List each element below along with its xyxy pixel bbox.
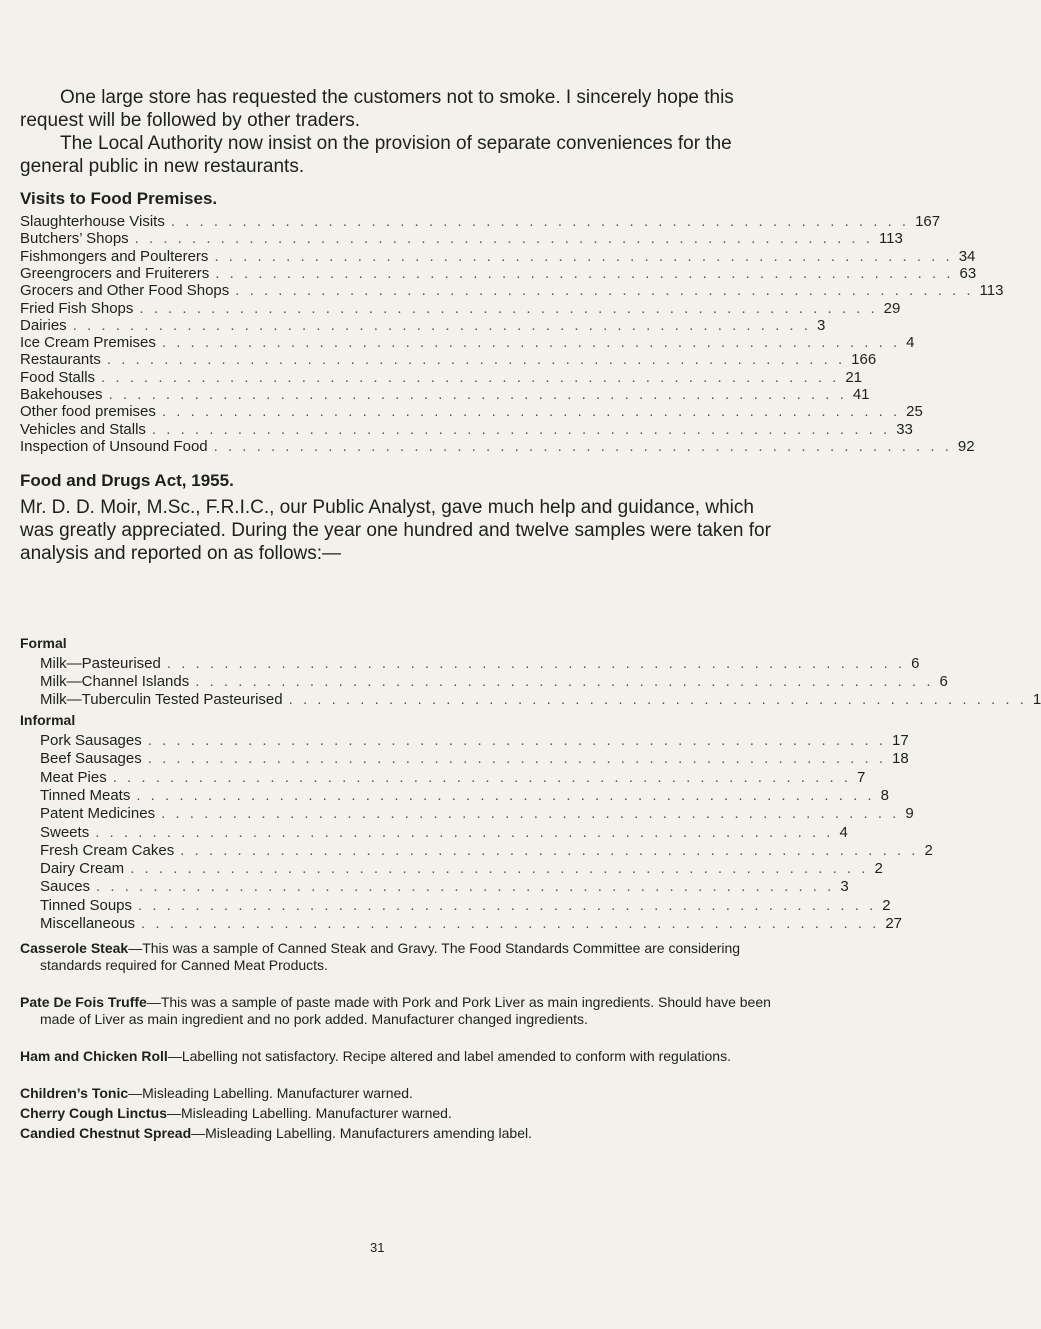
note-body [20, 1048, 782, 1065]
note-body [20, 994, 782, 1028]
row-value: 2 [874, 860, 883, 878]
leader-dots: . . . . . . . . . . . . . . . . . . . . . . . . . . . . . . . . . . . . . . . . . . . . . . . . . . . . [213, 437, 952, 455]
leader-dots: . . . . . . . . . . . . . . . . . . . . . . . . . . . . . . . . . . . . . . . . . . . . . . . . . . . . [141, 915, 880, 932]
table-row [20, 403, 923, 421]
table-row [40, 750, 909, 768]
leader-dots: . . . . . . . . . . . . . . . . . . . . . . . . . . . . . . . . . . . . . . . . . . . . . . . . . . . . [130, 860, 869, 878]
row-label: Dairy Cream [40, 860, 125, 878]
note-title: Children’s Tonic [20, 1085, 129, 1101]
act-paragraph: Mr. D. D. Moir, M.Sc., F.R.I.C., our Public Analyst, gave much help and guidance, which was greatly appreciated. During the year one hundred and twelve samples were taken for analysis and reported on as follows:— [20, 497, 771, 564]
leader-dots: . . . . . . . . . . . . . . . . . . . . . . . . . . . . . . . . . . . . . . . . . . . . . . . . . . . . [161, 805, 900, 823]
row-label: Food Stalls [20, 368, 96, 386]
table-row [20, 282, 1004, 300]
leader-dots: . . . . . . . . . . . . . . . . . . . . . . . . . . . . . . . . . . . . . . . . . . . . . . . . . . . . [147, 750, 887, 768]
leader-dots: . . . . . . . . . . . . . . . . . . . . . . . . . . . . . . . . . . . . . . . . . . . . . . . . . . . . [161, 334, 901, 352]
table-row [20, 316, 826, 335]
table-row [40, 805, 914, 823]
table-row [20, 247, 976, 266]
note-text: —This was a sample of paste made with Pork and Pork Liver as main ingredients. Should have been made of Liver as main ingredient and no pork added. Manufacturer changed ingredients. [40, 994, 771, 1027]
note-title: Ham and Chicken Roll [20, 1048, 168, 1064]
note-title: Casserole Steak [20, 940, 129, 956]
row-label: Vehicles and Stalls [20, 420, 146, 438]
row-value: 1 [1032, 691, 1041, 708]
note-body [20, 940, 782, 974]
table-row [20, 213, 941, 231]
note-item [20, 940, 782, 974]
table-row [20, 437, 975, 456]
leader-dots: . . . . . . . . . . . . . . . . . . . . . . . . . . . . . . . . . . . . . . . . . . . . . . . . . . . . [112, 768, 851, 786]
row-label: Slaughterhouse Visits [20, 213, 165, 230]
leader-dots: . . . . . . . . . . . . . . . . . . . . . . . . . . . . . . . . . . . . . . . . . . . . . . . . . . . . [108, 386, 847, 403]
table-row [20, 420, 913, 439]
note-item [20, 1105, 782, 1122]
row-label: Dairies [20, 316, 67, 334]
row-value: 2 [882, 896, 891, 914]
row-label: Tinned Soups [40, 896, 133, 914]
leader-dots: . . . . . . . . . . . . . . . . . . . . . . . . . . . . . . . . . . . . . . . . . . . . . . . . . . . . [180, 841, 919, 859]
row-value: 63 [959, 264, 977, 282]
row-value: 41 [852, 386, 870, 403]
row-value: 92 [957, 437, 975, 455]
note-body [20, 1125, 782, 1142]
note-text: —Labelling not satisfactory. Recipe altered and label amended to conform with regulations. [167, 1048, 731, 1064]
table-row [40, 896, 891, 915]
leader-dots: . . . . . . . . . . . . . . . . . . . . . . . . . . . . . . . . . . . . . . . . . . . . . . . . . . . . [106, 351, 846, 369]
note-body [20, 1105, 782, 1122]
table-row [40, 860, 883, 878]
row-value: 167 [915, 213, 941, 230]
page-number: 31 [370, 1240, 385, 1255]
row-label: Fried Fish Shops [20, 299, 134, 317]
leader-dots: . . . . . . . . . . . . . . . . . . . . . . . . . . . . . . . . . . . . . . . . . . . . . . . . . . . . [215, 264, 954, 282]
row-value: 166 [851, 351, 877, 369]
table-row [40, 841, 933, 860]
row-label: Restaurants [20, 351, 101, 369]
row-value: 2 [924, 841, 933, 859]
row-label: Fishmongers and Poulterers [20, 247, 209, 265]
leader-dots: . . . . . . . . . . . . . . . . . . . . . . . . . . . . . . . . . . . . . . . . . . . . . . . . . . . . [235, 282, 974, 300]
leader-dots: . . . . . . . . . . . . . . . . . . . . . . . . . . . . . . . . . . . . . . . . . . . . . . . . . . . . [72, 316, 811, 334]
note-text: —Misleading Labelling. Manufacturer warned. [128, 1085, 413, 1101]
row-value: 113 [979, 282, 1004, 300]
intro-text [20, 86, 790, 178]
row-value: 25 [906, 403, 923, 421]
row-value: 7 [856, 768, 866, 786]
note-text: —This was a sample of Canned Steak and Gravy. The Food Standards Committee are considering standards required for Canned Meat Products. [40, 940, 741, 973]
row-label: Inspection of Unsound Food [20, 437, 208, 455]
row-value: 29 [883, 299, 901, 317]
row-label: Milk—Pasteurised [40, 655, 161, 672]
row-value: 27 [885, 915, 902, 932]
row-value: 18 [892, 750, 909, 768]
table-row [40, 655, 920, 673]
act-heading: Food and Drugs Act, 1955. [20, 471, 234, 490]
leader-dots: . . . . . . . . . . . . . . . . . . . . . . . . . . . . . . . . . . . . . . . . . . . . . . . . . . . . [161, 403, 901, 421]
table-row [20, 299, 901, 318]
row-label: Milk—Tuberculin Tested Pasteurised [40, 691, 283, 708]
table-row [40, 673, 948, 691]
row-label: Sweets [40, 823, 90, 841]
row-label: Beef Sausages [40, 750, 142, 768]
leader-dots: . . . . . . . . . . . . . . . . . . . . . . . . . . . . . . . . . . . . . . . . . . . . . . . . . . . . [136, 786, 875, 804]
row-label: Meat Pies [40, 768, 107, 786]
row-label: Milk—Channel Islands [40, 673, 190, 690]
row-value: 21 [845, 368, 862, 386]
row-label: Tinned Meats [40, 786, 131, 804]
leader-dots: . . . . . . . . . . . . . . . . . . . . . . . . . . . . . . . . . . . . . . . . . . . . . . . . . . . . [147, 732, 886, 749]
note-item [20, 1125, 782, 1142]
leader-dots: . . . . . . . . . . . . . . . . . . . . . . . . . . . . . . . . . . . . . . . . . . . . . . . . . . . . [134, 230, 873, 248]
row-value: 4 [839, 823, 848, 841]
row-value: 3 [816, 316, 826, 334]
note-body [20, 1085, 782, 1102]
leader-dots: . . . . . . . . . . . . . . . . . . . . . . . . . . . . . . . . . . . . . . . . . . . . . . . . . . . . [96, 878, 835, 896]
table-row [40, 768, 866, 787]
informal-heading: Informal [20, 712, 76, 728]
table-row [40, 786, 889, 805]
row-label: Grocers and Other Food Shops [20, 282, 230, 300]
note-title: Cherry Cough Linctus [20, 1105, 168, 1121]
leader-dots: . . . . . . . . . . . . . . . . . . . . . . . . . . . . . . . . . . . . . . . . . . . . . . . . . . . . [138, 896, 877, 914]
table-row [40, 823, 848, 842]
row-value: 8 [880, 786, 889, 804]
leader-dots: . . . . . . . . . . . . . . . . . . . . . . . . . . . . . . . . . . . . . . . . . . . . . . . . . . . . [166, 655, 906, 672]
table-row [40, 732, 909, 750]
row-label: Bakehouses [20, 386, 103, 403]
row-value: 113 [878, 230, 903, 248]
row-value: 4 [906, 334, 915, 352]
row-label: Butchers’ Shops [20, 230, 129, 248]
row-label: Patent Medicines [40, 805, 156, 823]
leader-dots: . . . . . . . . . . . . . . . . . . . . . . . . . . . . . . . . . . . . . . . . . . . . . . . . . . . . [95, 823, 834, 841]
table-row [20, 334, 915, 352]
table-row [40, 878, 849, 896]
note-text: —Misleading Labelling. Manufacturers amending label. [191, 1125, 533, 1141]
row-label: Sauces [40, 878, 91, 896]
row-value: 6 [939, 673, 948, 690]
intro-paragraph-2: The Local Authority now insist on the provision of separate conveniences for the general public in new restaurants. [20, 133, 732, 177]
leader-dots: . . . . . . . . . . . . . . . . . . . . . . . . . . . . . . . . . . . . . . . . . . . . . . . . . . . . [214, 247, 953, 265]
formal-heading: Formal [20, 635, 67, 651]
leader-dots: . . . . . . . . . . . . . . . . . . . . . . . . . . . . . . . . . . . . . . . . . . . . . . . . . . . . [288, 691, 1027, 708]
row-label: Miscellaneous [40, 915, 136, 932]
row-label: Ice Cream Premises [20, 334, 156, 352]
table-row [20, 230, 903, 248]
leader-dots: . . . . . . . . . . . . . . . . . . . . . . . . . . . . . . . . . . . . . . . . . . . . . . . . . . . . [151, 420, 891, 438]
row-value: 34 [958, 247, 976, 265]
table-row [40, 691, 1041, 709]
row-label: Pork Sausages [40, 732, 142, 749]
leader-dots: . . . . . . . . . . . . . . . . . . . . . . . . . . . . . . . . . . . . . . . . . . . . . . . . . . . . [101, 368, 840, 386]
table-row [20, 386, 870, 404]
row-label: Fresh Cream Cakes [40, 841, 175, 859]
table-row [20, 264, 977, 283]
note-title: Pate De Fois Truffe [20, 994, 147, 1010]
table-row [20, 368, 862, 387]
leader-dots: . . . . . . . . . . . . . . . . . . . . . . . . . . . . . . . . . . . . . . . . . . . . . . . . . . . . [139, 299, 878, 317]
visits-heading: Visits to Food Premises. [20, 189, 218, 208]
row-value: 17 [892, 732, 909, 749]
table-row [40, 915, 902, 933]
row-value: 6 [911, 655, 920, 672]
note-item [20, 1085, 782, 1102]
note-text: —Misleading Labelling. Manufacturer warned. [167, 1105, 452, 1121]
row-value: 33 [896, 420, 913, 438]
note-item [20, 994, 782, 1028]
row-value: 3 [840, 878, 849, 896]
note-title: Candied Chestnut Spread [20, 1125, 192, 1141]
row-value: 9 [905, 805, 914, 823]
note-item [20, 1048, 782, 1065]
leader-dots: . . . . . . . . . . . . . . . . . . . . . . . . . . . . . . . . . . . . . . . . . . . . . . . . . . . . [170, 213, 910, 230]
row-label: Other food premises [20, 403, 156, 421]
intro-paragraph-1: One large store has requested the customers not to smoke. I sincerely hope this request will be followed by other traders. [20, 87, 734, 131]
leader-dots: . . . . . . . . . . . . . . . . . . . . . . . . . . . . . . . . . . . . . . . . . . . . . . . . . . . . [195, 673, 934, 690]
table-row [20, 351, 877, 369]
row-label: Greengrocers and Fruiterers [20, 264, 210, 282]
